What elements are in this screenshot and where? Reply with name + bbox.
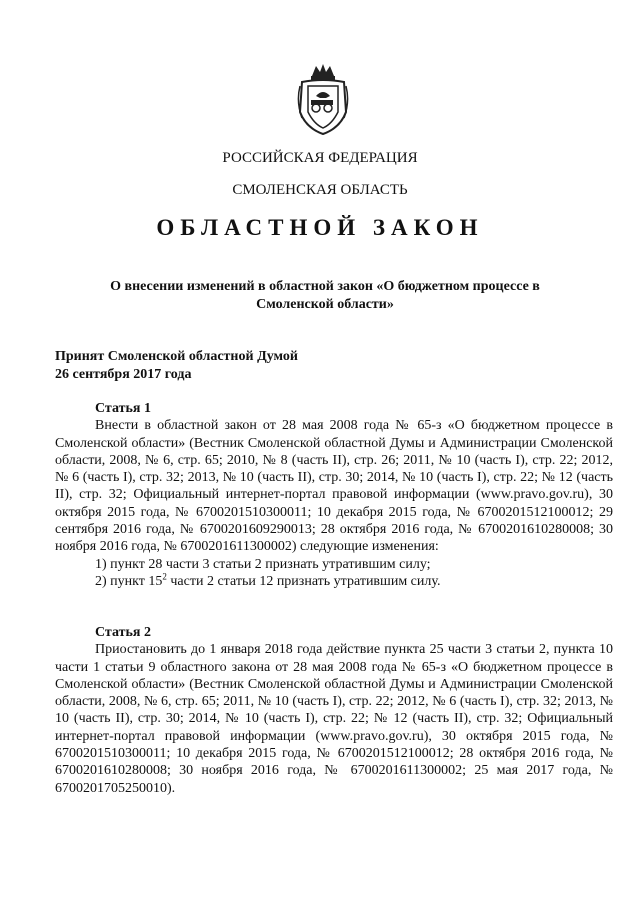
article-2 bbox=[55, 624, 613, 797]
article-1-title: Статья 1 bbox=[95, 401, 151, 416]
adoption-info bbox=[55, 348, 298, 384]
article-1-item-2 bbox=[55, 573, 613, 590]
region-heading: СМОЛЕНСКАЯ ОБЛАСТЬ bbox=[232, 182, 408, 198]
document-type-heading: ОБЛАСТНОЙ ЗАКОН bbox=[156, 215, 484, 240]
adoption-date: 26 сентября 2017 года bbox=[55, 367, 192, 382]
country-heading: РОССИЙСКАЯ ФЕДЕРАЦИЯ bbox=[222, 150, 418, 166]
coat-of-arms-emblem bbox=[296, 62, 350, 138]
article-1 bbox=[55, 400, 613, 590]
adoption-body: Принят Смоленской областной Думой bbox=[55, 349, 298, 364]
article-1-item-2-suffix: части 2 статьи 12 признать утратившим силу. bbox=[166, 573, 441, 589]
article-1-item-1: 1) пункт 28 части 3 статьи 2 признать утратившим силу; bbox=[95, 556, 431, 572]
article-2-title: Статья 2 bbox=[95, 625, 151, 640]
article-1-item-2-superscript: 2 bbox=[162, 571, 167, 582]
law-subject-line-1: О внесении изменений в областной закон «О бюджетном процессе в bbox=[110, 279, 540, 294]
law-subject-title bbox=[80, 278, 570, 314]
law-subject-line-2: Смоленской области» bbox=[256, 297, 394, 312]
article-1-text: Внести в областной закон от 28 мая 2008 года № 65-з «О бюджетном процессе в Смоленской области» (Вестник Смоленской областной Думы и Администрации Смоленской области, 2008, № 6, стр. 65; 2010, № 8 (часть II), стр. 26; 2011, № 10 (часть I), стр. 22; 2012, № 6 (часть I), стр. 32; 2013, № 10 (часть II), стр. 30; 2014, № 10 (часть I), стр. 22; № 12 (часть II), стр. 32; Официальный интернет-портал правовой информации (www.pravo.gov.ru), 30 октября 2015 года, № 6700201510300011; 10 декабря 2015 года, № 6700201512100012; 29 сентября 2016 года, № 6700201609290013; 28 октября 2016 года, № 6700201610280008; 30 ноября 2016 года, № 6700201611300002) следующие изменения: bbox=[55, 418, 613, 555]
article-2-text: Приостановить до 1 января 2018 года действие пункта 25 части 3 статьи 2, пункта 10 части 1 статьи 9 областного закона от 28 мая 2008 года № 65-з «О бюджетном процессе в Смоленской области» (Вестник Смоленской областной Думы и Администрации Смоленской области, 2008, № 6, стр. 65; 2011, № 10 (часть I), стр. 22; 2012, № 6 (часть I), стр. 32; 2013, № 10 (часть II), стр. 30; 2014, № 10 (часть I), стр. 22; № 12 (часть II), стр. 32; Официальный интернет-портал правовой информации (www.pravo.gov.ru), 30 октября 2015 года, № 6700201510300011; 10 декабря 2015 года, № 6700201512100012; 28 октября 2016 года, № 6700201610280008; 30 ноября 2016 года, № 6700201611300002; 25 мая 2017 года, № 6700201705250010). bbox=[55, 642, 613, 796]
article-1-item-2-prefix: 2) пункт 15 bbox=[95, 573, 163, 589]
